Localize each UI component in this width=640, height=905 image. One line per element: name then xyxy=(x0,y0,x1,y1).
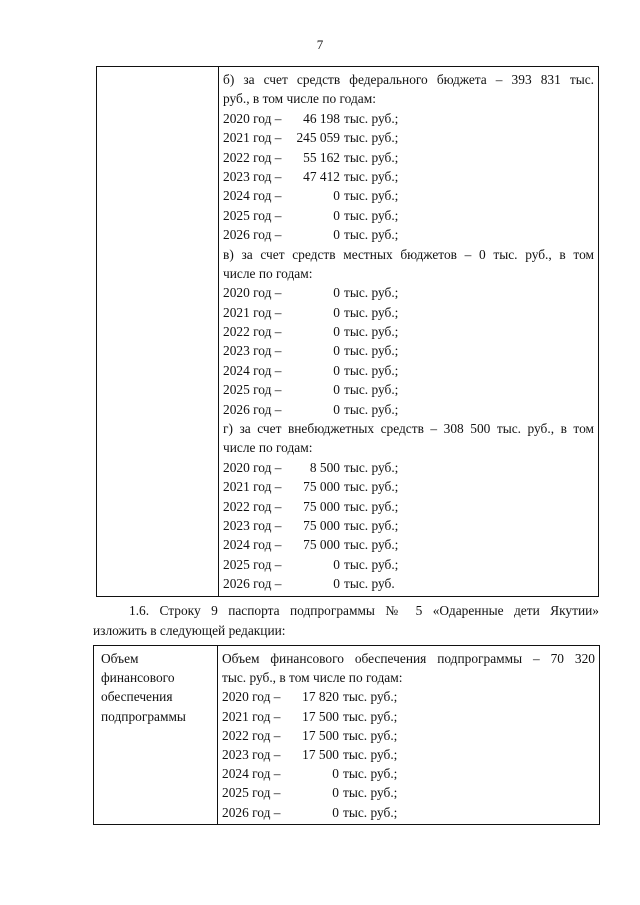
unit-label: тыс. руб.; xyxy=(344,324,399,340)
year-label: 2021 год – xyxy=(223,479,282,495)
row-label-line: обеспечения xyxy=(101,689,173,705)
text-line: тыс. руб., в том числе по годам: xyxy=(222,670,403,686)
text-line: числе по годам: xyxy=(223,265,313,281)
year-line xyxy=(223,574,594,593)
row-label-line: финансового xyxy=(101,670,175,686)
year-label: 2020 год – xyxy=(223,459,282,475)
year-label: 2026 год – xyxy=(223,576,282,592)
amount-value: 8 500 xyxy=(309,459,340,475)
year-label: 2026 год – xyxy=(222,804,281,820)
unit-label: тыс. руб.; xyxy=(344,362,399,378)
year-line xyxy=(223,516,594,535)
year-label: 2021 год – xyxy=(223,304,282,320)
amount-value: 0 xyxy=(333,343,340,359)
unit-label: тыс. руб. xyxy=(344,576,395,592)
amount-value: 0 xyxy=(333,304,340,320)
unit-label: тыс. руб.; xyxy=(344,110,399,126)
year-label: 2025 год – xyxy=(223,382,282,398)
year-line xyxy=(223,361,594,380)
left-cell-empty xyxy=(97,67,219,597)
amount-value: 0 xyxy=(333,188,340,204)
amount-value: 75 000 xyxy=(303,537,340,553)
amount-value: 75 000 xyxy=(303,498,340,514)
unit-label: тыс. руб.; xyxy=(344,479,399,495)
unit-label: тыс. руб.; xyxy=(344,556,399,572)
year-label: 2026 год – xyxy=(223,401,282,417)
year-label: 2024 год – xyxy=(222,766,281,782)
unit-label: тыс. руб.; xyxy=(344,537,399,553)
year-line xyxy=(222,783,595,802)
row-label-line: Объем xyxy=(101,651,139,666)
year-label: 2020 год – xyxy=(222,689,281,705)
amount-value: 0 xyxy=(333,401,340,417)
amount-value: 46 198 xyxy=(303,110,340,126)
year-line xyxy=(223,341,594,360)
unit-label: тыс. руб.; xyxy=(343,804,398,820)
unit-label: тыс. руб.; xyxy=(344,149,399,165)
year-line xyxy=(222,687,595,706)
year-line xyxy=(223,458,594,477)
year-label: 2025 год – xyxy=(223,556,282,572)
unit-label: тыс. руб.; xyxy=(344,459,399,475)
year-line xyxy=(223,380,594,399)
year-label: 2023 год – xyxy=(223,343,282,359)
page-number: 7 xyxy=(316,37,324,52)
table-row xyxy=(97,67,599,597)
amount-value: 0 xyxy=(332,766,339,782)
financing-lines xyxy=(219,67,598,596)
year-line xyxy=(223,206,594,225)
amount-value: 47 412 xyxy=(303,168,340,184)
year-line xyxy=(222,726,595,745)
amount-value: 55 162 xyxy=(303,149,340,165)
year-label: 2022 год – xyxy=(223,149,282,165)
amount-value: 0 xyxy=(333,207,340,223)
amount-value: 17 500 xyxy=(302,708,339,724)
year-label: 2022 год – xyxy=(222,727,281,743)
year-label: 2025 год – xyxy=(222,785,281,801)
unit-label: тыс. руб.; xyxy=(343,727,398,743)
year-label: 2024 год – xyxy=(223,188,282,204)
year-line xyxy=(223,555,594,574)
amount-value: 0 xyxy=(333,285,340,301)
unit-label: тыс. руб.; xyxy=(344,130,399,146)
amount-value: 0 xyxy=(333,227,340,243)
year-label: 2025 год – xyxy=(223,207,282,223)
year-label: 2020 год – xyxy=(223,285,282,301)
text-line: б) за счет средств федерального бюджета – 393 831 тыс. xyxy=(223,72,594,87)
amendment-paragraph-line-1: 1.6. Строку 9 паспорта подпрограммы № 5 «Одаренные дети Якутии» xyxy=(129,603,599,618)
subprogram-financing-table xyxy=(93,645,600,825)
unit-label: тыс. руб.; xyxy=(344,498,399,514)
year-label: 2026 год – xyxy=(223,227,282,243)
unit-label: тыс. руб.; xyxy=(343,689,398,705)
year-label: 2021 год – xyxy=(222,708,281,724)
year-line xyxy=(222,707,595,726)
text-line: числе по годам: xyxy=(223,440,313,456)
unit-label: тыс. руб.; xyxy=(344,343,399,359)
row-label xyxy=(97,646,217,728)
year-line xyxy=(223,167,594,186)
year-line xyxy=(223,148,594,167)
year-line xyxy=(223,186,594,205)
unit-label: тыс. руб.; xyxy=(344,401,399,417)
amount-value: 0 xyxy=(333,576,340,592)
amount-value: 75 000 xyxy=(303,517,340,533)
amount-value: 17 500 xyxy=(302,727,339,743)
amount-value: 0 xyxy=(332,804,339,820)
unit-label: тыс. руб.; xyxy=(344,517,399,533)
financing-table-continued xyxy=(96,66,599,597)
year-line xyxy=(223,109,594,128)
year-line xyxy=(223,128,594,147)
unit-label: тыс. руб.; xyxy=(343,746,398,762)
text-line: г) за счет внебюджетных средств – 308 500 тыс. руб., в том xyxy=(223,421,594,437)
year-label: 2023 год – xyxy=(222,746,281,762)
year-line xyxy=(223,497,594,516)
unit-label: тыс. руб.; xyxy=(343,785,398,801)
year-label: 2023 год – xyxy=(223,517,282,533)
amount-value: 0 xyxy=(333,382,340,398)
year-label: 2022 год – xyxy=(223,324,282,340)
text-line: руб., в том числе по годам: xyxy=(223,91,376,107)
right-cell-financing xyxy=(219,67,599,597)
year-line xyxy=(223,477,594,496)
year-label: 2024 год – xyxy=(223,362,282,378)
amount-value: 17 820 xyxy=(302,689,339,705)
year-line xyxy=(223,303,594,322)
year-label: 2020 год – xyxy=(223,110,282,126)
amendment-paragraph-line-2: изложить в следующей редакции: xyxy=(93,623,286,638)
year-line xyxy=(222,803,595,822)
amount-value: 0 xyxy=(333,556,340,572)
year-line xyxy=(223,322,594,341)
financing-lines xyxy=(218,646,599,824)
year-label: 2022 год – xyxy=(223,498,282,514)
right-cell-financing xyxy=(218,646,600,825)
amount-value: 0 xyxy=(333,362,340,378)
year-line xyxy=(222,745,595,764)
amount-value: 0 xyxy=(333,324,340,340)
unit-label: тыс. руб.; xyxy=(344,382,399,398)
unit-label: тыс. руб.; xyxy=(344,168,399,184)
unit-label: тыс. руб.; xyxy=(344,188,399,204)
year-line xyxy=(223,225,594,244)
unit-label: тыс. руб.; xyxy=(344,285,399,301)
amount-value: 75 000 xyxy=(303,479,340,495)
unit-label: тыс. руб.; xyxy=(343,766,398,782)
text-line: Объем финансового обеспечения подпрограммы – 70 320 xyxy=(222,651,595,666)
amount-value: 17 500 xyxy=(302,746,339,762)
unit-label: тыс. руб.; xyxy=(344,227,399,243)
text-line: в) за счет средств местных бюджетов – 0 тыс. руб., в том xyxy=(223,246,594,262)
unit-label: тыс. руб.; xyxy=(343,708,398,724)
row-label-line: подпрограммы xyxy=(101,708,186,724)
unit-label: тыс. руб.; xyxy=(344,207,399,223)
amount-value: 245 059 xyxy=(296,130,340,146)
table-row xyxy=(94,646,600,825)
year-line xyxy=(223,535,594,554)
year-line xyxy=(223,283,594,302)
year-line xyxy=(222,764,595,783)
amount-value: 0 xyxy=(332,785,339,801)
year-label: 2023 год – xyxy=(223,168,282,184)
year-line xyxy=(223,400,594,419)
left-cell-label xyxy=(94,646,218,825)
year-label: 2024 год – xyxy=(223,537,282,553)
unit-label: тыс. руб.; xyxy=(344,304,399,320)
year-label: 2021 год – xyxy=(223,130,282,146)
